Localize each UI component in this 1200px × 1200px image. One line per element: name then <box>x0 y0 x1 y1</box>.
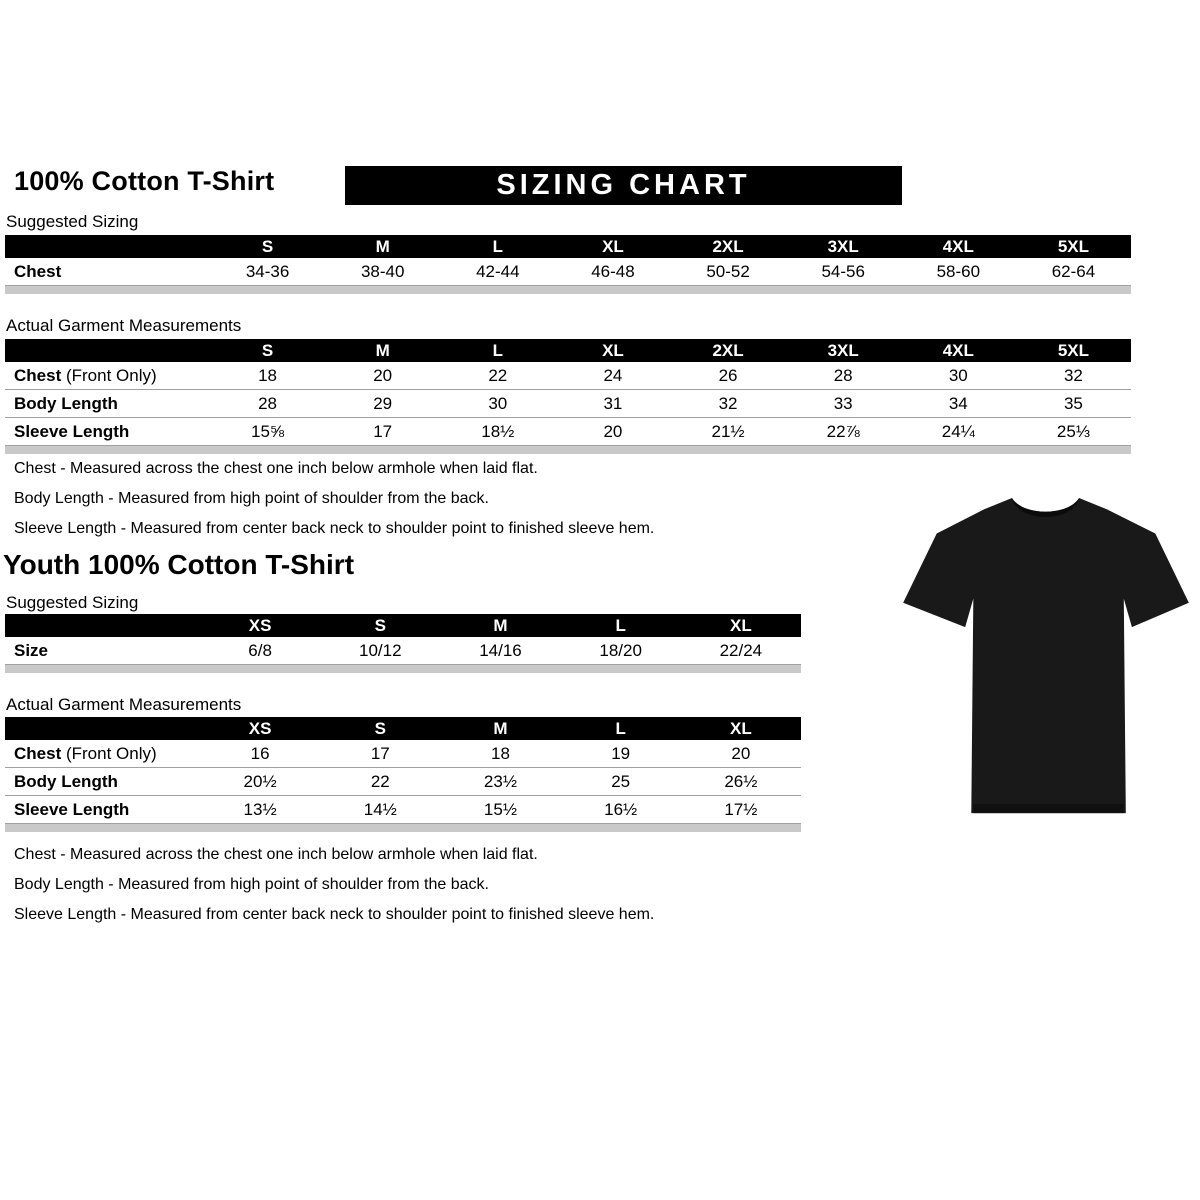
measurement-value: 6/8 <box>200 637 320 665</box>
measurement-value: 26 <box>671 362 786 390</box>
note-body-length: Body Length - Measured from high point of shoulder from the back. <box>14 490 489 507</box>
size-column-header: XL <box>555 235 670 258</box>
size-column-header: XL <box>681 614 801 637</box>
size-column-header: XL <box>681 717 801 740</box>
table-footer-bar <box>5 286 1131 294</box>
youth-suggested-sizing-table <box>5 614 801 665</box>
measurement-value: 54-56 <box>786 258 901 286</box>
measurement-value: 28 <box>210 390 325 418</box>
measurement-value: 18½ <box>440 418 555 446</box>
measurement-row <box>5 362 1131 390</box>
header-corner-cell <box>5 614 200 637</box>
row-label: Size <box>5 637 200 665</box>
adult-suggested-sizing-table-wrap <box>5 235 1131 294</box>
size-column-header: XL <box>555 339 670 362</box>
measurement-row <box>5 768 801 796</box>
measurement-value: 25⅓ <box>1016 418 1131 446</box>
size-column-header: L <box>440 339 555 362</box>
adult-actual-measurements-table <box>5 339 1131 446</box>
note-chest: Chest - Measured across the chest one inch below armhole when laid flat. <box>14 460 538 477</box>
size-column-header: M <box>325 235 440 258</box>
measurement-value: 29 <box>325 390 440 418</box>
measurement-value: 15½ <box>440 796 560 824</box>
measurement-value: 22 <box>440 362 555 390</box>
size-column-header: M <box>440 717 560 740</box>
size-column-header: S <box>320 614 440 637</box>
measurement-row <box>5 258 1131 286</box>
row-label: Chest <box>5 258 210 286</box>
row-label: Chest (Front Only) <box>5 362 210 390</box>
measurement-value: 17½ <box>681 796 801 824</box>
measurement-value: 26½ <box>681 768 801 796</box>
note-body-length: Body Length - Measured from high point of shoulder from the back. <box>14 876 489 893</box>
tshirt-body <box>903 498 1189 813</box>
measurement-value: 35 <box>1016 390 1131 418</box>
measurement-value: 34 <box>901 390 1016 418</box>
size-column-header: L <box>561 614 681 637</box>
size-column-header: 5XL <box>1016 339 1131 362</box>
header-corner-cell <box>5 717 200 740</box>
youth-actual-measurements-table <box>5 717 801 824</box>
measurement-value: 20 <box>325 362 440 390</box>
sizing-chart-banner-text: SIZING CHART <box>496 169 751 201</box>
measurement-value: 62-64 <box>1016 258 1131 286</box>
measurement-value: 31 <box>555 390 670 418</box>
row-label: Sleeve Length <box>5 418 210 446</box>
size-column-header: 2XL <box>671 235 786 258</box>
row-label: Body Length <box>5 390 210 418</box>
size-column-header: S <box>210 235 325 258</box>
table-footer-bar <box>5 824 801 832</box>
adult-actual-measurements-table-wrap <box>5 339 1131 454</box>
youth-suggested-sizing-label: Suggested Sizing <box>6 593 139 612</box>
measurement-value: 30 <box>440 390 555 418</box>
size-column-header: XS <box>200 717 320 740</box>
measurement-row <box>5 740 801 768</box>
size-column-header: S <box>320 717 440 740</box>
size-column-header: M <box>440 614 560 637</box>
row-label: Chest (Front Only) <box>5 740 200 768</box>
youth-section-title: Youth 100% Cotton T-Shirt <box>3 549 355 580</box>
size-column-header: 3XL <box>786 339 901 362</box>
table-footer-bar <box>5 665 801 673</box>
size-column-header: 4XL <box>901 235 1016 258</box>
measurement-value: 18/20 <box>561 637 681 665</box>
measurement-value: 34-36 <box>210 258 325 286</box>
adult-actual-measurements-label: Actual Garment Measurements <box>6 316 242 335</box>
measurement-row <box>5 796 801 824</box>
measurement-value: 30 <box>901 362 1016 390</box>
measurement-value: 24 <box>555 362 670 390</box>
row-label: Sleeve Length <box>5 796 200 824</box>
measurement-value: 32 <box>671 390 786 418</box>
size-column-header: M <box>325 339 440 362</box>
size-column-header: 2XL <box>671 339 786 362</box>
measurement-value: 50-52 <box>671 258 786 286</box>
adult-suggested-sizing-label: Suggested Sizing <box>6 212 139 231</box>
measurement-value: 16 <box>200 740 320 768</box>
measurement-value: 22/24 <box>681 637 801 665</box>
measurement-value: 10/12 <box>320 637 440 665</box>
measurement-value: 38-40 <box>325 258 440 286</box>
measurement-value: 28 <box>786 362 901 390</box>
size-column-header: 3XL <box>786 235 901 258</box>
size-header-row <box>5 614 801 637</box>
measurement-value: 22 <box>320 768 440 796</box>
measurement-value: 32 <box>1016 362 1131 390</box>
tshirt-hem <box>973 804 1123 813</box>
measurement-value: 21½ <box>671 418 786 446</box>
measurement-value: 46-48 <box>555 258 670 286</box>
measurement-row <box>5 418 1131 446</box>
note-chest: Chest - Measured across the chest one inch below armhole when laid flat. <box>14 846 538 863</box>
adult-suggested-sizing-table <box>5 235 1131 286</box>
size-column-header: 4XL <box>901 339 1016 362</box>
measurement-row <box>5 637 801 665</box>
size-column-header: L <box>561 717 681 740</box>
measurement-value: 33 <box>786 390 901 418</box>
youth-suggested-sizing-table-wrap <box>5 614 801 673</box>
measurement-value: 19 <box>561 740 681 768</box>
measurement-value: 25 <box>561 768 681 796</box>
row-label: Body Length <box>5 768 200 796</box>
size-column-header: S <box>210 339 325 362</box>
measurement-value: 13½ <box>200 796 320 824</box>
size-header-row <box>5 235 1131 258</box>
measurement-value: 18 <box>210 362 325 390</box>
adult-section-title: 100% Cotton T-Shirt <box>14 166 275 196</box>
measurement-value: 16½ <box>561 796 681 824</box>
measurement-value: 17 <box>320 740 440 768</box>
measurement-value: 20 <box>555 418 670 446</box>
measurement-value: 17 <box>325 418 440 446</box>
youth-actual-measurements-label: Actual Garment Measurements <box>6 695 242 714</box>
adult-measurement-notes <box>14 460 654 550</box>
size-column-header: XS <box>200 614 320 637</box>
measurement-value: 58-60 <box>901 258 1016 286</box>
size-column-header: 5XL <box>1016 235 1131 258</box>
header-corner-cell <box>5 235 210 258</box>
measurement-value: 20 <box>681 740 801 768</box>
measurement-value: 14/16 <box>440 637 560 665</box>
measurement-value: 42-44 <box>440 258 555 286</box>
tshirt-image <box>893 476 1198 828</box>
measurement-row <box>5 390 1131 418</box>
size-column-header: L <box>440 235 555 258</box>
size-header-row <box>5 339 1131 362</box>
measurement-value: 14½ <box>320 796 440 824</box>
note-sleeve-length: Sleeve Length - Measured from center back neck to shoulder point to finished sleeve hem. <box>14 520 655 537</box>
sizing-chart-banner <box>345 166 902 205</box>
measurement-value: 20½ <box>200 768 320 796</box>
measurement-value: 15⅝ <box>210 418 325 446</box>
youth-measurement-notes <box>14 846 654 936</box>
measurement-value: 24¼ <box>901 418 1016 446</box>
size-header-row <box>5 717 801 740</box>
note-sleeve-length: Sleeve Length - Measured from center back neck to shoulder point to finished sleeve hem. <box>14 906 655 923</box>
table-footer-bar <box>5 446 1131 454</box>
measurement-value: 18 <box>440 740 560 768</box>
youth-actual-measurements-table-wrap <box>5 717 801 832</box>
measurement-value: 23½ <box>440 768 560 796</box>
measurement-value: 22⅞ <box>786 418 901 446</box>
header-corner-cell <box>5 339 210 362</box>
